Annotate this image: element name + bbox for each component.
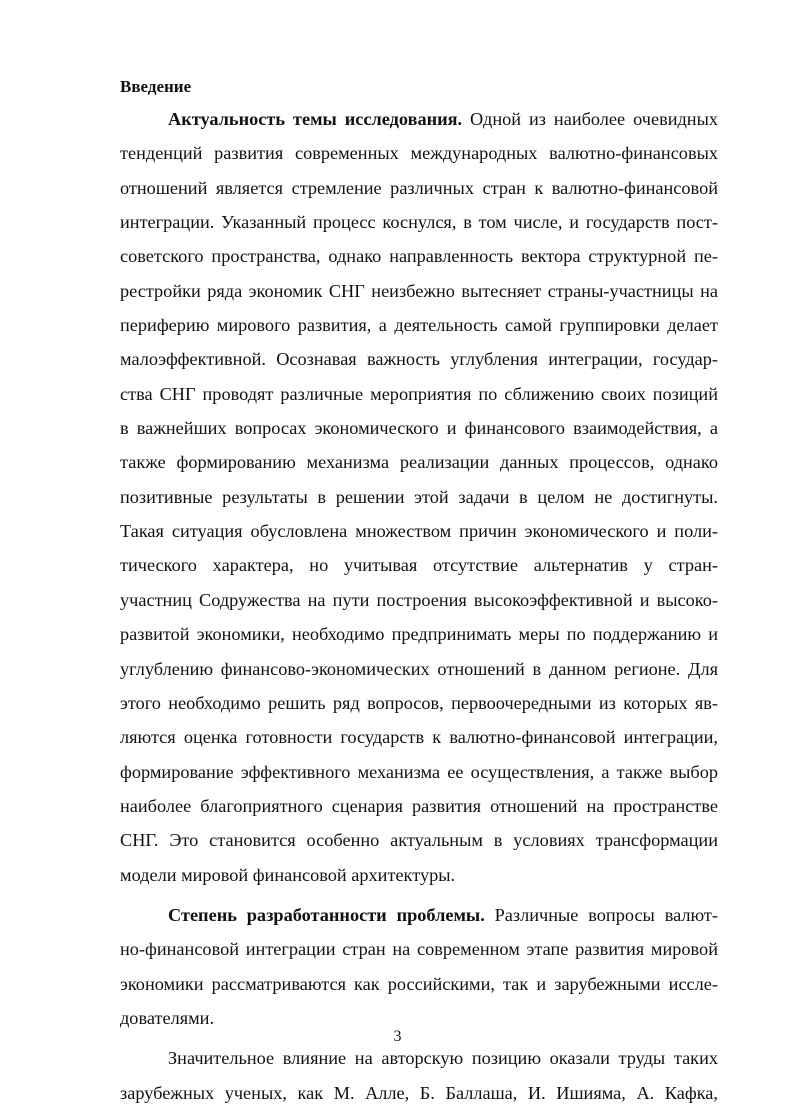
- paragraph-line: тенденций развития современных международных валютно-финансовых: [120, 143, 718, 164]
- paragraph-line: СНГ. Это становится особенно актуальным в условиях трансформации: [120, 830, 718, 851]
- paragraph-first-line: [120, 102, 718, 136]
- paragraph-line: рестройки ряда экономик СНГ неизбежно вытесняет страны-участницы на: [120, 280, 718, 301]
- paragraph-line: малоэффективной. Осознавая важность углубления интеграции, государ-: [120, 349, 718, 370]
- paragraph-line: советского пространства, однако направленность вектора структурной пе-: [120, 246, 718, 267]
- paragraph-line: наиболее благоприятного сценария развития отношений на пространстве: [120, 795, 718, 816]
- paragraph-influence: [120, 1041, 718, 1110]
- paragraph-line: ства СНГ проводят различные мероприятия по сближению своих позиций: [120, 383, 718, 404]
- paragraph-line: развитой экономики, необходимо предпринимать меры по поддержанию и: [120, 624, 718, 645]
- paragraph-problem-development: [120, 898, 718, 1035]
- section-heading: Введение: [120, 77, 192, 96]
- paragraph-line: зарубежных ученых, как М. Алле, Б. Баллаша, И. Ишияма, А. Кафка,: [120, 1082, 718, 1103]
- paragraph-line: экономики рассматриваются как российскими, так и зарубежными иссле-: [120, 973, 718, 994]
- paragraph-line: модели мировой финансовой архитектуры.: [120, 864, 456, 885]
- paragraph-relevance: [120, 102, 718, 892]
- paragraph-line: в важнейших вопросах экономического и финансового взаимодействия, а: [120, 418, 718, 439]
- paragraph-line: периферию мирового развития, а деятельность самой группировки делает: [120, 315, 718, 336]
- paragraph-line: Одной из наиболее очевидных: [462, 109, 718, 129]
- paragraph-line: позитивные результаты в решении этой задачи в целом не достигнуты.: [120, 486, 718, 507]
- page-number: 3: [393, 1028, 402, 1045]
- paragraph-lead: Степень разработанности проблемы.: [168, 904, 485, 925]
- paragraph-lead: Актуальность темы исследования.: [168, 109, 463, 129]
- paragraph-line: интеграции. Указанный процесс коснулся, в том числе, и государств пост-: [120, 212, 718, 233]
- paragraph-line: Такая ситуация обусловлена множеством причин экономического и поли-: [120, 521, 718, 542]
- paragraph-line: также формированию механизма реализации данных процессов, однако: [120, 452, 718, 473]
- paragraph-line: формирование эффективного механизма ее осуществления, а также выбор: [120, 761, 718, 782]
- paragraph-first-line: [120, 898, 718, 932]
- paragraph-line: углублению финансово-экономических отношений в данном регионе. Для: [120, 658, 718, 679]
- paragraph-line: дователями.: [120, 1007, 215, 1028]
- body-text: [120, 102, 718, 1110]
- paragraph-line: Значительное влияние на авторскую позицию оказали труды таких: [168, 1048, 718, 1069]
- paragraph-line: Различные вопросы валют-: [484, 904, 718, 925]
- paragraph-line: тического характера, но учитывая отсутствие альтернатив у стран-: [120, 555, 718, 576]
- paragraph-line: отношений является стремление различных стран к валютно-финансовой: [120, 177, 718, 198]
- paragraph-line: этого необходимо решить ряд вопросов, первоочередными из которых яв-: [120, 692, 718, 713]
- paragraph-line: ляются оценка готовности государств к валютно-финансовой интеграции,: [120, 727, 718, 748]
- paragraph-line: но-финансовой интеграции стран на современном этапе развития мировой: [120, 939, 718, 960]
- paragraph-line: участниц Содружества на пути построения высокоэффективной и высоко-: [120, 589, 718, 610]
